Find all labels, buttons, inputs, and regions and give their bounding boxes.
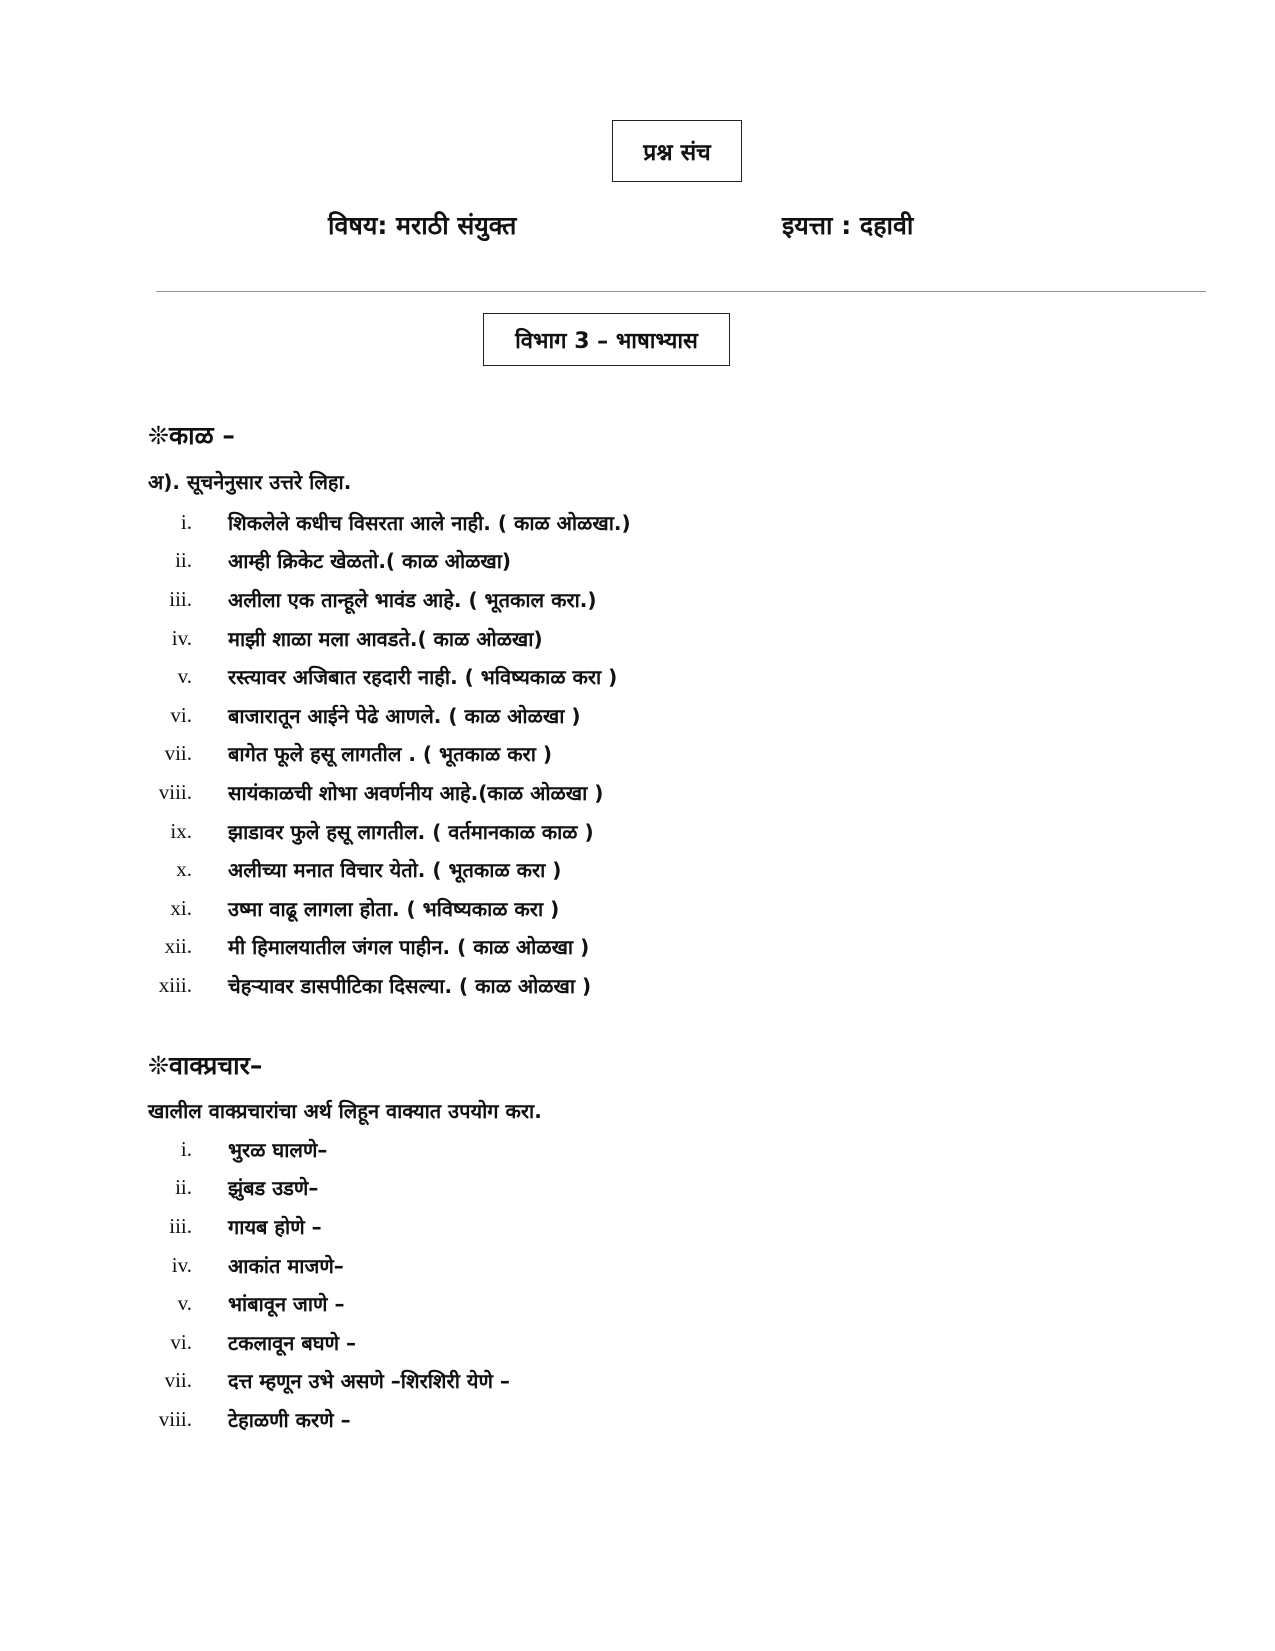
- section-title: विभाग 3 – भाषाभ्यास: [483, 313, 730, 366]
- item-number: vii.: [164, 741, 192, 766]
- list-item: [148, 1284, 510, 1323]
- subject-label: विषय: मराठी संयुक्त: [328, 211, 517, 240]
- item-text: भुरळ घालणे–: [228, 1137, 328, 1162]
- item-number: iv.: [171, 625, 192, 650]
- tense-instruction: अ). सूचनेनुसार उत्तरे लिहा.: [148, 470, 352, 494]
- item-number: ii.: [175, 1175, 192, 1200]
- list-item: [148, 735, 631, 774]
- list-item: [148, 850, 631, 889]
- item-number: v.: [177, 1291, 192, 1316]
- item-text: दत्त म्हणून उभे असणे –शिरशिरी येणे –: [228, 1369, 510, 1394]
- list-item: [148, 1130, 510, 1169]
- item-number: x.: [176, 857, 192, 882]
- tense-question-list: [148, 503, 631, 1005]
- list-item: [148, 773, 631, 812]
- item-text: आम्ही क्रिकेट खेळतो.( काळ ओळखा): [228, 549, 512, 574]
- list-item: [148, 812, 631, 851]
- item-number: iii.: [169, 586, 192, 611]
- item-number: ii.: [175, 548, 192, 573]
- item-number: vi.: [170, 1329, 192, 1354]
- list-item: [148, 619, 631, 658]
- header-divider: [156, 291, 1206, 292]
- item-number: iv.: [171, 1252, 192, 1277]
- item-text: झाडावर फुले हसू लागतील. ( वर्तमानकाळ काळ ): [228, 819, 594, 844]
- idioms-question-list: [148, 1130, 510, 1439]
- list-item: [148, 503, 631, 542]
- list-item: [148, 1207, 510, 1246]
- idioms-heading: ❊वाक्प्रचार–: [148, 1051, 263, 1080]
- list-item: [148, 1246, 510, 1285]
- item-text: अलीला एक तान्हूले भावंड आहे. ( भूतकाल करा.): [228, 587, 597, 612]
- list-item: [148, 580, 631, 619]
- item-text: चेहऱ्यावर डासपीटिका दिसल्या. ( काळ ओळखा ): [228, 973, 592, 998]
- item-number: xii.: [164, 934, 192, 959]
- item-text: बागेत फूले हसू लागतील . ( भूतकाळ करा ): [228, 742, 553, 767]
- item-number: viii.: [158, 1406, 192, 1431]
- item-number: vii.: [164, 1368, 192, 1393]
- tense-heading: ❊काळ –: [148, 421, 235, 450]
- item-text: गायब होणे –: [228, 1214, 322, 1239]
- item-number: i.: [180, 509, 192, 534]
- list-item: [148, 928, 631, 967]
- item-text: सायंकाळची शोभा अवर्णनीय आहे.(काळ ओळखा ): [228, 780, 604, 805]
- list-item: [148, 1169, 510, 1208]
- item-text: मी हिमालयातील जंगल पाहीन. ( काळ ओळखा ): [228, 935, 590, 960]
- item-number: ix.: [170, 818, 192, 843]
- item-text: उष्मा वाढू लागला होता. ( भविष्यकाळ करा ): [228, 896, 560, 921]
- list-item: [148, 1362, 510, 1401]
- item-number: viii.: [158, 779, 192, 804]
- item-number: v.: [177, 664, 192, 689]
- item-number: vi.: [170, 702, 192, 727]
- item-text: टकलावून बघणे –: [228, 1330, 357, 1355]
- item-text: टेहाळणी करणे –: [228, 1407, 351, 1432]
- item-text: रस्त्यावर अजिबात रहदारी नाही. ( भविष्यकाळ करा ): [228, 665, 618, 690]
- worksheet-title: प्रश्न संच: [612, 120, 742, 182]
- item-number: iii.: [169, 1213, 192, 1238]
- item-number: i.: [180, 1136, 192, 1161]
- item-text: माझी शाळा मला आवडते.( काळ ओळखा): [228, 626, 543, 651]
- list-item: [148, 542, 631, 581]
- list-item: [148, 966, 631, 1005]
- item-text: बाजारातून आईने पेढे आणले. ( काळ ओळखा ): [228, 703, 581, 728]
- list-item: [148, 657, 631, 696]
- item-text: शिकलेले कधीच विसरता आले नाही. ( काळ ओळखा.): [228, 510, 631, 535]
- item-text: आकांत माजणे–: [228, 1253, 344, 1278]
- list-item: [148, 696, 631, 735]
- grade-label: इयत्ता : दहावी: [782, 211, 914, 240]
- item-number: xiii.: [158, 972, 192, 997]
- item-text: अलीच्या मनात विचार येतो. ( भूतकाळ करा ): [228, 858, 562, 883]
- idioms-instruction: खालील वाक्प्रचारांचा अर्थ लिहून वाक्यात उपयोग करा.: [148, 1099, 542, 1123]
- list-item: [148, 889, 631, 928]
- item-text: झुंबड उडणे–: [228, 1176, 319, 1201]
- item-text: भांबावून जाणे –: [228, 1292, 345, 1317]
- list-item: [148, 1323, 510, 1362]
- list-item: [148, 1400, 510, 1439]
- item-number: xi.: [170, 895, 192, 920]
